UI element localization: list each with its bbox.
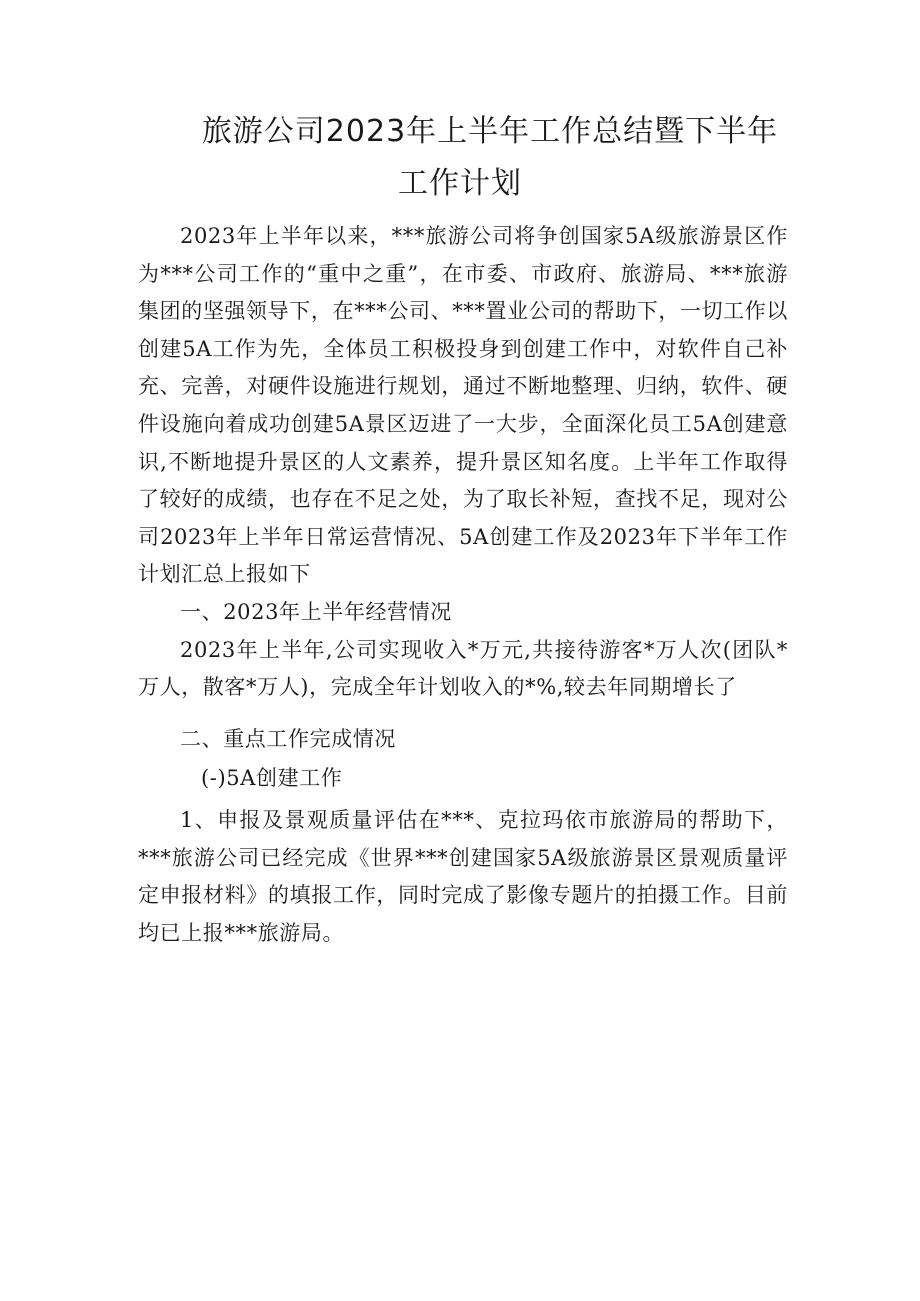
document-title-line-1: 旅游公司2023年上半年工作总结暨下半年 <box>201 114 779 149</box>
document-body <box>138 218 788 952</box>
section-1-heading: 一、2023年上半年经营情况 <box>180 599 452 624</box>
document-title-line-2: 工作计划 <box>398 166 522 201</box>
intro-paragraph: 2023年上半年以来，***旅游公司将争创国家5A级旅游景区作为***公司工作的“重中之重”，在市委、市政府、旅游局、***旅游集团的坚强领导下，在***公司、***置业公司的帮助下，一切工作以创建5A工作为先，全体员工积极投身到创建工作中，对软件自己补充、完善，对硬件设施进行规划，通过不断地整理、归纳，软件、硬件设施向着成功创建5A景区迈进了一大步，全面深化员工5A创建意识,不断地提升景区的人文素养，提升景区知名度。上半年工作取得了较好的成绩，也存在不足之处，为了取长补短，查找不足，现对公司2023年上半年日常运营情况、5A创建工作及2023年下半年工作计划汇总上报如下 <box>138 224 788 587</box>
section-2-heading: 二、重点工作完成情况 <box>180 726 396 751</box>
subsection-1-heading: (-)5A创建工作 <box>201 766 343 791</box>
item-1-paragraph: 1、申报及景观质量评估在***、克拉玛依市旅游局的帮助下，***旅游公司已经完成《世界***创建国家5A级旅游景区景观质量评定申报材料》的填报工作，同时完成了影像专题片的拍摄工作。目前均已上报***旅游局。 <box>138 807 788 945</box>
section-1-paragraph: 2023年上半年,公司实现收入*万元,共接待游客*万人次(团队*万人，散客*万人)，完成全年计划收入的*%,较去年同期增长了 <box>138 637 788 700</box>
